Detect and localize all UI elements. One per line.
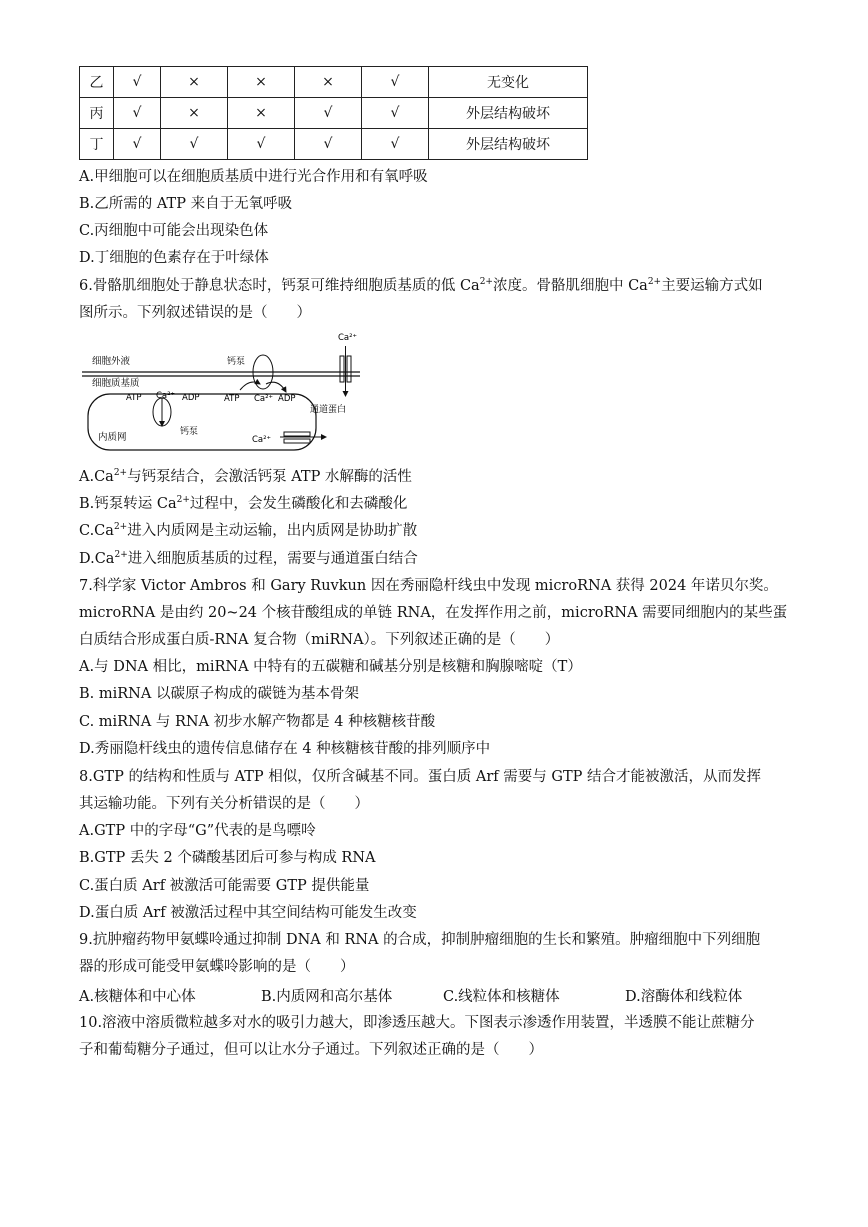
adp-label-1: ADP	[278, 394, 296, 404]
table-cell: √	[114, 67, 161, 98]
cytosol-label: 细胞质基质	[92, 378, 140, 389]
q9-option-a: A.核糖体和中心体	[79, 989, 196, 1005]
q7-option-b: B. miRNA 以碳原子构成的碳链为基本骨架	[79, 686, 359, 702]
table-row	[80, 67, 588, 98]
q9-option-d: D.溶酶体和线粒体	[625, 989, 743, 1005]
q7-stem-line3: 白质结合形成蛋白质-RNA 复合物（miRNA）。下列叙述正确的是（ ）	[79, 632, 560, 648]
table-row-label: 丙	[80, 98, 114, 129]
channel-membrane-right	[347, 356, 351, 382]
table-cell: ×	[228, 67, 295, 98]
table-row-label: 乙	[80, 67, 114, 98]
table-cell: ×	[161, 98, 228, 129]
table-row-label: 丁	[80, 129, 114, 160]
table-cell: √	[295, 129, 362, 160]
q8-stem-line1: 8.GTP 的结构和性质与 ATP 相似，仅所含碱基不同。蛋白质 Arf 需要与 GTP 结合才能被激活，从而发挥	[79, 769, 761, 785]
table-cell: ×	[161, 67, 228, 98]
q6-option-b: B.钙泵转运 $Ca^{2+}$过程中，会发生磷酸化和去磷酸化	[79, 495, 408, 512]
q9-stem-line2: 器的形成可能受甲氨蝶呤影响的是（ ）	[79, 959, 355, 975]
q5-option-b: B.乙所需的 ATP 来自于无氧呼吸	[79, 196, 293, 212]
atp-label-1: ATP	[224, 394, 240, 404]
er-label: 内质网	[98, 432, 127, 443]
q9-option-b: B.内质网和高尔基体	[261, 989, 393, 1005]
q8-option-c: C.蛋白质 Arf 被激活可能需要 GTP 提供能量	[79, 878, 370, 894]
q7-stem-line1: 7.科学家 Victor Ambros 和 Gary Ruvkun 因在秀丽隐杆线虫中发现 microRNA 获得 2024 年诺贝尔奖。	[79, 578, 778, 594]
extracellular-label: 细胞外液	[92, 356, 131, 367]
ca-label-2: Ca²⁺	[156, 391, 176, 401]
q6-stem-line1: 6.骨骼肌细胞处于静息状态时，钙泵可维持细胞质基质的低 $Ca^{2+}$浓度。骨骼肌细胞中 $Ca^{2+}$主要运输方式如	[79, 277, 763, 294]
q10-stem-line2: 子和葡萄糖分子通过，但可以让水分子通过。下列叙述正确的是（ ）	[79, 1042, 543, 1058]
q9-stem-line1: 9.抗肿瘤药物甲氨蝶呤通过抑制 DNA 和 RNA 的合成，抑制肿瘤细胞的生长和繁殖。肿瘤细胞中下列细胞	[79, 932, 761, 948]
ca-label-top: Ca²⁺	[338, 333, 358, 343]
table-cell: √	[362, 129, 429, 160]
q9-option-c: C.线粒体和核糖体	[443, 989, 560, 1005]
q7-option-c: C. miRNA 与 RNA 初步水解产物都是 4 种核糖核苷酸	[79, 714, 436, 730]
q8-option-a: A.GTP 中的字母“G”代表的是鸟嘌呤	[79, 823, 316, 839]
table-cell: ×	[228, 98, 295, 129]
adp-label-2: ADP	[182, 393, 200, 403]
table-cell: √	[362, 98, 429, 129]
q7-option-d: D.秀丽隐杆线虫的遗传信息储存在 4 种核糖核苷酸的排列顺序中	[79, 741, 491, 757]
table-result: 外层结构破坏	[429, 98, 588, 129]
q8-stem-line2: 其运输功能。下列有关分析错误的是（ ）	[79, 796, 369, 812]
atp-label-2: ATP	[126, 393, 142, 403]
q7-option-a: A.与 DNA 相比，miRNA 中特有的五碳糖和碱基分别是核糖和胸腺嘧啶（T）	[79, 659, 582, 675]
channel-membrane-left	[340, 356, 344, 382]
q10-stem-line1: 10.溶液中溶质微粒越多对水的吸引力越大，即渗透压越大。下图表示渗透作用装置，半透膜不能让蔗糖分	[79, 1015, 755, 1031]
q8-option-b: B.GTP 丢失 2 个磷酸基团后可参与构成 RNA	[79, 850, 376, 866]
table-cell: √	[114, 129, 161, 160]
q5-option-c: C.丙细胞中可能会出现染色体	[79, 223, 269, 239]
ca-label-1: Ca²⁺	[254, 394, 274, 404]
table-cell: √	[161, 129, 228, 160]
q6-stem-line2: 图所示。下列叙述错误的是（ ）	[79, 305, 311, 321]
table-cell: √	[114, 98, 161, 129]
table-cell: √	[362, 67, 429, 98]
table-row	[80, 129, 588, 160]
channel-label: 通道蛋白	[310, 405, 347, 415]
q7-stem-line2: microRNA 是由约 20~24 个核苷酸组成的单链 RNA，在发挥作用之前，microRNA 需要同细胞内的某些蛋	[79, 605, 788, 621]
q5-option-a: A.甲细胞可以在细胞质基质中进行光合作用和有氧呼吸	[79, 169, 428, 185]
ca-label-3: Ca²⁺	[252, 435, 272, 445]
q6-option-d: $D.Ca^{2+}$进入细胞质基质的过程，需要与通道蛋白结合	[79, 550, 418, 567]
pump1-label: 钙泵	[227, 357, 246, 367]
calcium-transport-diagram	[80, 328, 370, 456]
table-cell: √	[295, 98, 362, 129]
table-result: 外层结构破坏	[429, 129, 588, 160]
experiment-table	[79, 66, 588, 160]
table-row	[80, 98, 588, 129]
q5-option-d: D.丁细胞的色素存在于叶绿体	[79, 250, 269, 266]
pump2-label: 钙泵	[180, 427, 199, 437]
table-cell: √	[228, 129, 295, 160]
q6-option-c: $C.Ca^{2+}$进入内质网是主动运输，出内质网是协助扩散	[79, 522, 418, 539]
table-cell: ×	[295, 67, 362, 98]
q8-option-d: D.蛋白质 Arf 被激活过程中其空间结构可能发生改变	[79, 905, 417, 921]
q6-option-a: $A.Ca^{2+}$与钙泵结合，会激活钙泵 ATP 水解酶的活性	[79, 468, 412, 485]
table-result: 无变化	[429, 67, 588, 98]
